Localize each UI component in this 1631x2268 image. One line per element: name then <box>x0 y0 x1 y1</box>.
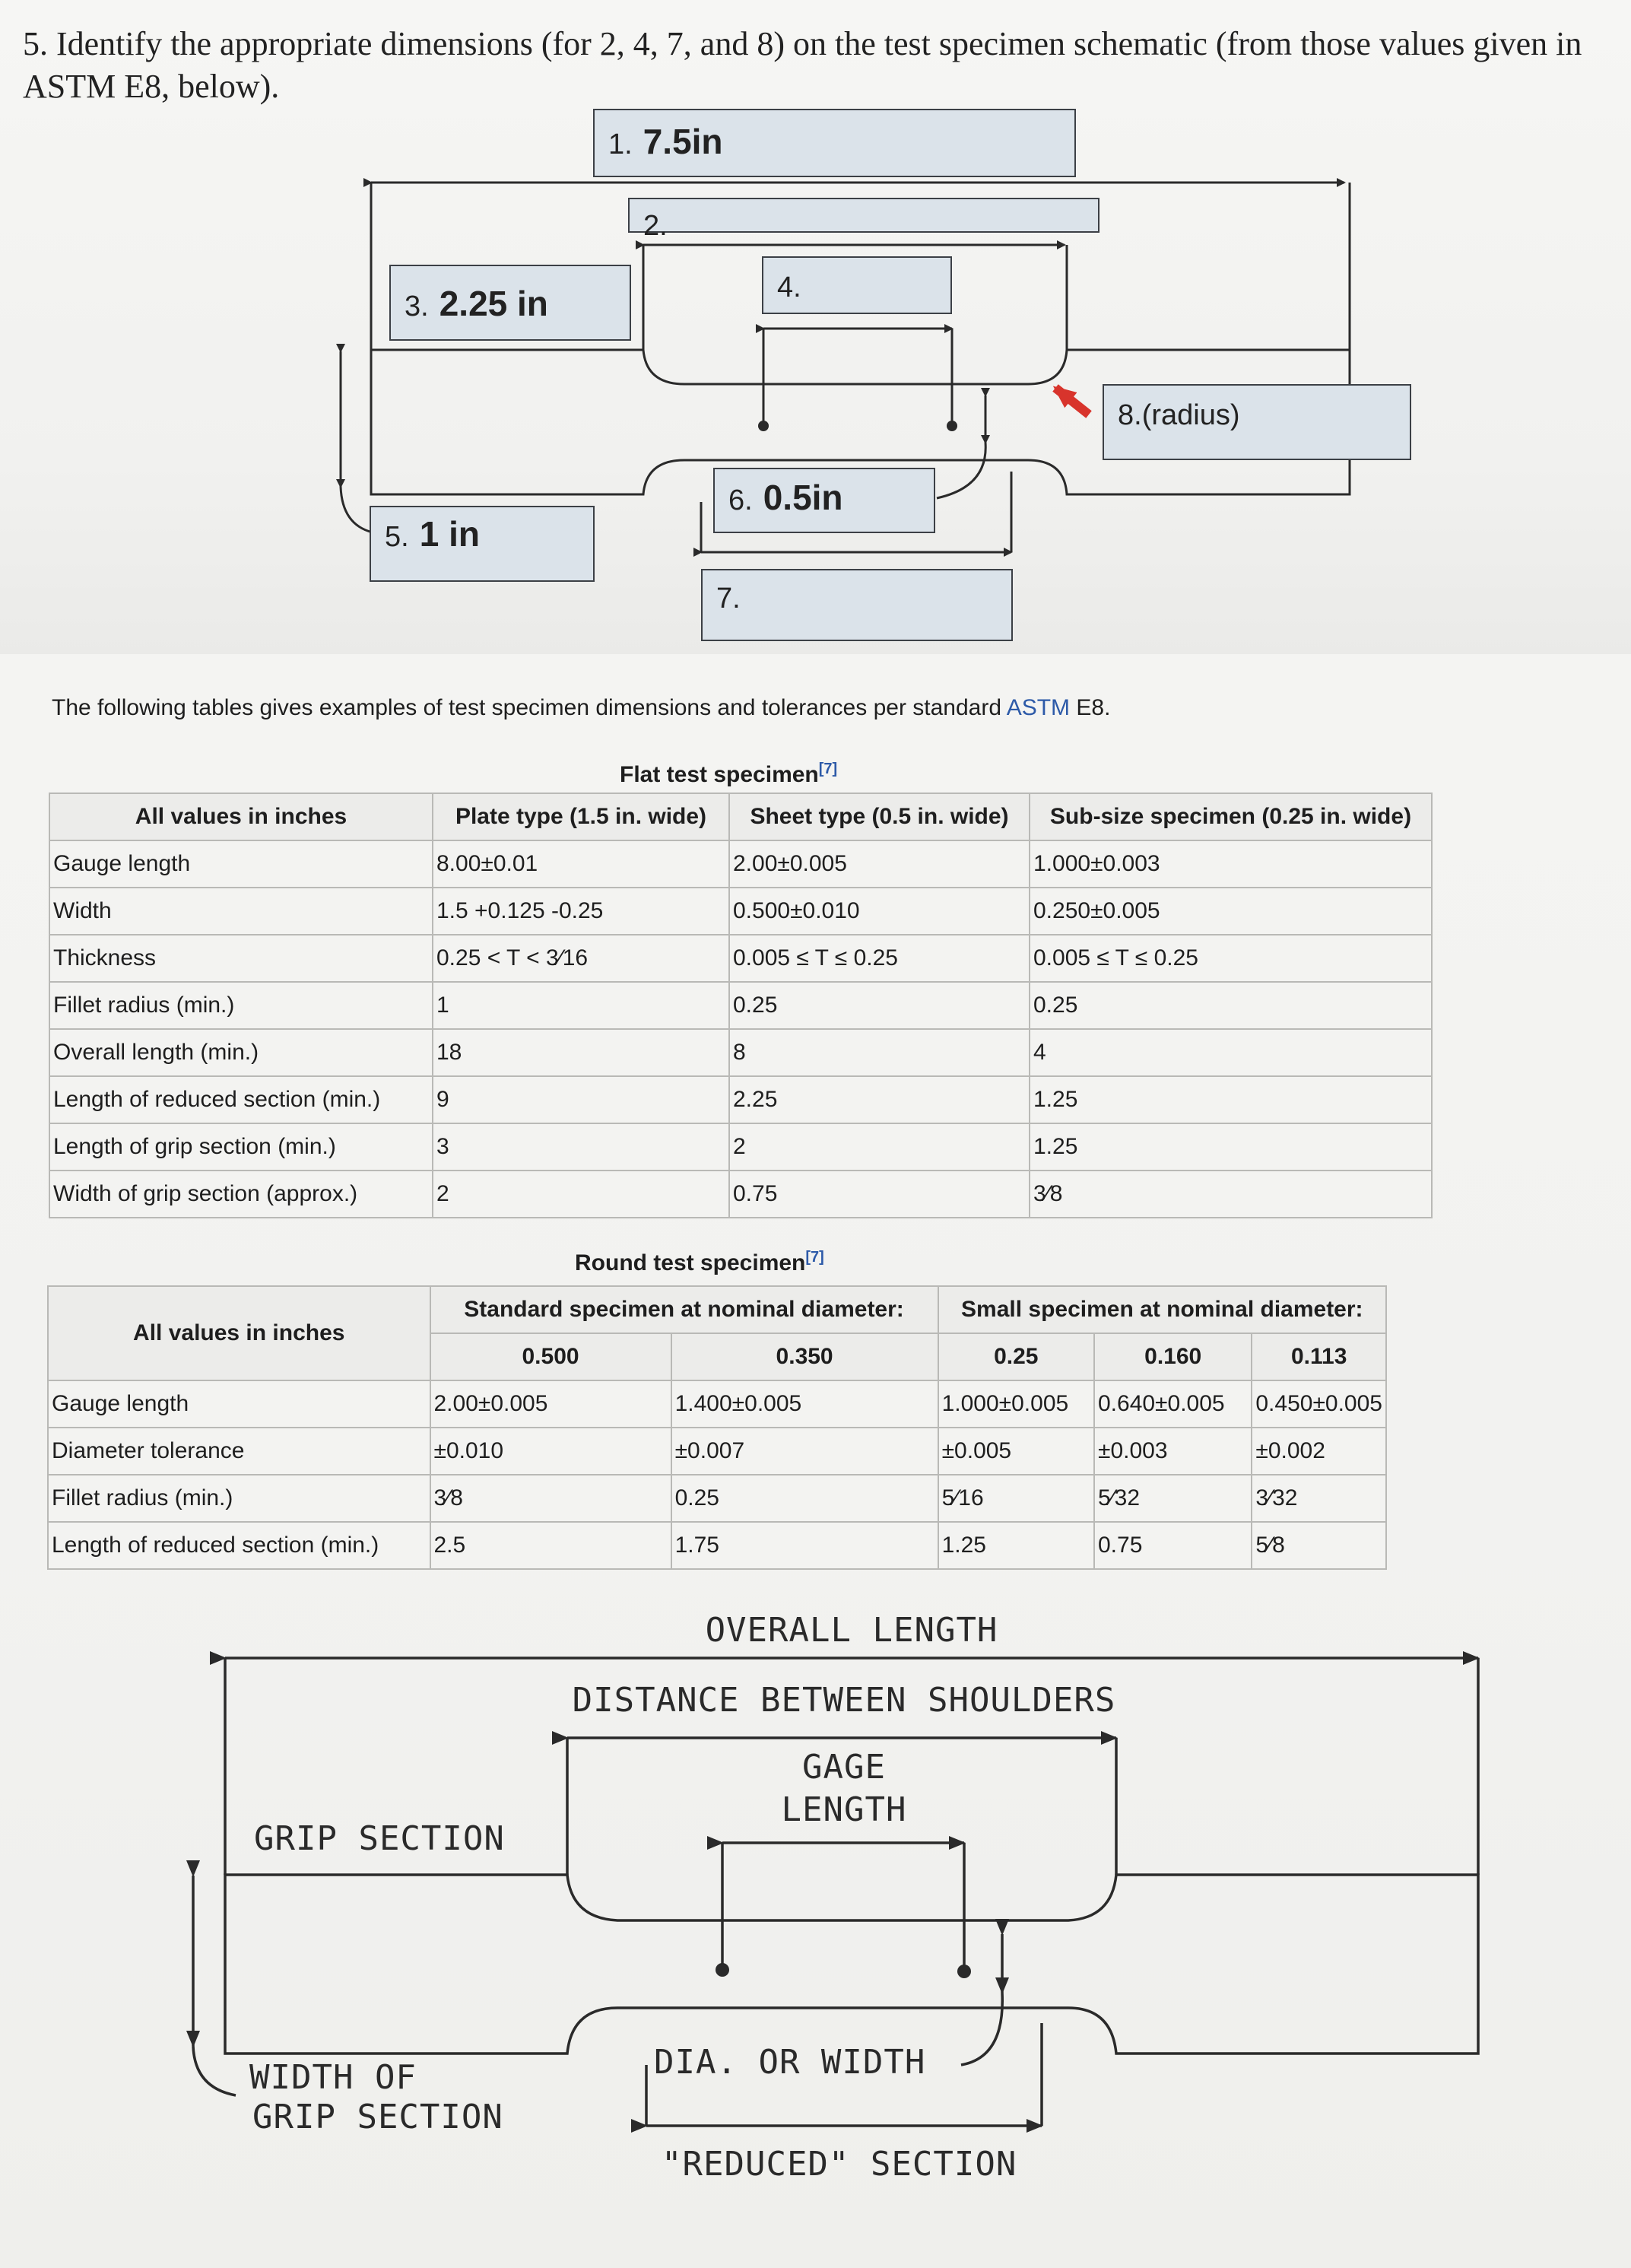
table-cell: Length of reduced section (min.) <box>48 1522 430 1569</box>
table-cell: 1.75 <box>671 1522 938 1569</box>
table-cell: 5⁄8 <box>1252 1522 1386 1569</box>
table-cell: 0.75 <box>729 1171 1030 1218</box>
table-cell: 0.25 <box>729 982 1030 1029</box>
table-header-cell: Sub-size specimen (0.25 in. wide) <box>1030 793 1432 840</box>
table-row <box>48 1522 1386 1569</box>
width-of-grip-label-line2: GRIP SECTION <box>252 2098 503 2136</box>
table-cell: ±0.002 <box>1252 1428 1386 1475</box>
dimension-label-7[interactable]: 7. <box>701 569 1013 641</box>
table-header-cell: 0.350 <box>671 1333 938 1380</box>
table-cell: 4 <box>1030 1029 1432 1076</box>
table-cell: ±0.003 <box>1094 1428 1252 1475</box>
table-cell: 9 <box>433 1076 729 1123</box>
table-cell: 0.25 <box>671 1475 938 1522</box>
dimension-label-5[interactable]: 5. 1 in <box>370 506 595 582</box>
distance-between-shoulders-label: DISTANCE BETWEEN SHOULDERS <box>572 1681 1116 1720</box>
table-cell: 0.25 <box>1030 982 1432 1029</box>
table-cell: 1.5 +0.125 -0.25 <box>433 888 729 935</box>
dia-or-width-label: DIA. OR WIDTH <box>654 2043 926 2082</box>
table-cell: Thickness <box>49 935 433 982</box>
table-cell: 1.25 <box>938 1522 1094 1569</box>
table-header-cell: 0.113 <box>1252 1333 1386 1380</box>
table-row <box>49 935 1432 982</box>
table-cell: 0.005 ≤ T ≤ 0.25 <box>1030 935 1432 982</box>
table-row <box>49 1076 1432 1123</box>
table-row <box>49 888 1432 935</box>
table-row <box>49 840 1432 888</box>
table-row <box>49 982 1432 1029</box>
table-header-cell: Sheet type (0.5 in. wide) <box>729 793 1030 840</box>
table-cell: 3⁄8 <box>1030 1171 1432 1218</box>
reduced-section-label: "REDUCED" SECTION <box>662 2145 1017 2184</box>
question-text: 5. Identify the appropriate dimensions (for 2, 4, 7, and 8) on the test specimen schematic (from those values given in ASTM E8, below). <box>23 25 1582 105</box>
grip-section-label: GRIP SECTION <box>254 1819 505 1858</box>
flat-specimen-table <box>49 793 1433 1218</box>
table-cell: 5⁄32 <box>1094 1475 1252 1522</box>
table-cell: 1 <box>433 982 729 1029</box>
table-cell: Width <box>49 888 433 935</box>
table-cell: Gauge length <box>49 840 433 888</box>
table-header-cell: All values in inches <box>49 793 433 840</box>
dimension-label-6[interactable]: 6. 0.5in <box>713 468 935 533</box>
table-cell: Fillet radius (min.) <box>48 1475 430 1522</box>
table-cell: Diameter tolerance <box>48 1428 430 1475</box>
table-header-cell: All values in inches <box>48 1286 430 1380</box>
table-row <box>48 1380 1386 1428</box>
table-cell: 0.500±0.010 <box>729 888 1030 935</box>
table-cell: Gauge length <box>48 1380 430 1428</box>
table-header-cell: 0.160 <box>1094 1333 1252 1380</box>
width-of-grip-label-line1: WIDTH OF <box>249 2058 417 2097</box>
dimension-label-3[interactable]: 3. 2.25 in <box>389 265 631 341</box>
table-cell: 1.25 <box>1030 1076 1432 1123</box>
table-cell: ±0.007 <box>671 1428 938 1475</box>
table-cell: 1.000±0.003 <box>1030 840 1432 888</box>
astm-link[interactable]: ASTM <box>1006 695 1071 720</box>
round-table-caption: Round test specimen[7] <box>575 1249 824 1275</box>
table-cell: Length of grip section (min.) <box>49 1123 433 1171</box>
table-row <box>48 1475 1386 1522</box>
gage-length-label-line2: LENGTH <box>781 1790 907 1829</box>
dimension-label-4[interactable]: 4. <box>762 256 952 314</box>
flat-table-caption: Flat test specimen[7] <box>620 761 838 787</box>
gage-length-label-line1: GAGE <box>802 1748 886 1787</box>
table-row <box>48 1428 1386 1475</box>
table-header-cell: Plate type (1.5 in. wide) <box>433 793 729 840</box>
table-cell: 0.250±0.005 <box>1030 888 1432 935</box>
table-cell: 5⁄16 <box>938 1475 1094 1522</box>
table-header-cell: 0.500 <box>430 1333 671 1380</box>
dimension-label-8-radius[interactable]: 8.(radius) <box>1103 384 1411 460</box>
table-cell: 2 <box>729 1123 1030 1171</box>
table-cell: 0.25 < T < 3⁄16 <box>433 935 729 982</box>
table-cell: 1.400±0.005 <box>671 1380 938 1428</box>
table-header-cell: 0.25 <box>938 1333 1094 1380</box>
table-cell: 0.75 <box>1094 1522 1252 1569</box>
table-cell: 2.00±0.005 <box>729 840 1030 888</box>
table-cell: 3⁄8 <box>430 1475 671 1522</box>
dimension-label-2[interactable]: 2. <box>628 198 1099 233</box>
table-cell: Length of reduced section (min.) <box>49 1076 433 1123</box>
table-cell: ±0.010 <box>430 1428 671 1475</box>
table-cell: 8.00±0.01 <box>433 840 729 888</box>
table-row <box>49 1123 1432 1171</box>
round-table-ref-link[interactable]: [7] <box>805 1249 824 1266</box>
table-cell: 3 <box>433 1123 729 1171</box>
tables-intro: The following tables gives examples of test specimen dimensions and tolerances per standard ASTM E8. <box>52 695 1111 720</box>
table-header-cell: Small specimen at nominal diameter: <box>938 1286 1386 1333</box>
table-cell: ±0.005 <box>938 1428 1094 1475</box>
table-cell: 2.25 <box>729 1076 1030 1123</box>
table-cell: 0.450±0.005 <box>1252 1380 1386 1428</box>
table-row <box>49 1029 1432 1076</box>
table-cell: 8 <box>729 1029 1030 1076</box>
table-cell: 2.00±0.005 <box>430 1380 671 1428</box>
table-cell: 0.005 ≤ T ≤ 0.25 <box>729 935 1030 982</box>
table-header-row <box>48 1286 1386 1333</box>
table-header-row <box>49 793 1432 840</box>
table-cell: 3⁄32 <box>1252 1475 1386 1522</box>
table-cell: Width of grip section (approx.) <box>49 1171 433 1218</box>
overall-length-label: OVERALL LENGTH <box>705 1611 998 1650</box>
table-cell: Fillet radius (min.) <box>49 982 433 1029</box>
table-cell: 18 <box>433 1029 729 1076</box>
table-header-cell: Standard specimen at nominal diameter: <box>430 1286 938 1333</box>
table-cell: 0.640±0.005 <box>1094 1380 1252 1428</box>
table-cell: 1.000±0.005 <box>938 1380 1094 1428</box>
table-cell: 2.5 <box>430 1522 671 1569</box>
table-row <box>49 1171 1432 1218</box>
table-cell: 1.25 <box>1030 1123 1432 1171</box>
flat-table-ref-link[interactable]: [7] <box>818 761 838 777</box>
table-cell: 2 <box>433 1171 729 1218</box>
table-cell: Overall length (min.) <box>49 1029 433 1076</box>
dimension-label-1[interactable]: 1. 7.5in <box>593 109 1076 177</box>
schematic-drawing <box>0 0 1631 662</box>
round-specimen-table <box>47 1285 1387 1570</box>
